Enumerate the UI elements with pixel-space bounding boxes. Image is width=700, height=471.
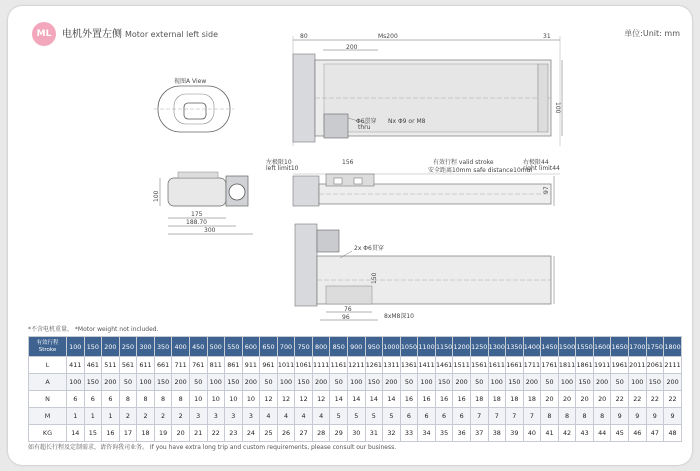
table-cell: 1061 [295,357,313,374]
table-cell: 24 [242,425,260,442]
table-cell: 20 [172,425,190,442]
table-cell: 12 [260,391,278,408]
table-cell: 37 [470,425,488,442]
table-cell: 1011 [277,357,295,374]
row-label: M [29,408,67,425]
table-cell: 8 [576,408,594,425]
stroke-label: 有效行程 valid stroke [433,159,494,166]
stroke-col-header: 1250 [470,337,488,357]
table-cell: 14 [67,425,85,442]
stroke-col-header: 850 [330,337,348,357]
table-cell: 22 [611,391,629,408]
table-cell: 9 [629,408,647,425]
top-view [293,33,562,146]
stroke-col-header: 250 [119,337,137,357]
table-cell: 100 [207,374,225,391]
table-cell: 100 [67,374,85,391]
table-cell: 1761 [541,357,559,374]
stroke-col-header: 1650 [611,337,629,357]
table-cell: 50 [189,374,207,391]
footer-note: 如有超长行程及定制需求，请咨询我司业务。 If you have extra long trip and custom requirements, please consult our business. [28,444,397,451]
table-cell: 18 [137,425,155,442]
table-cell: 22 [664,391,682,408]
table-cell: 30 [348,425,366,442]
table-cell: 27 [295,425,313,442]
table-cell: 1561 [470,357,488,374]
table-cell: 761 [189,357,207,374]
stroke-header-label: 有效行程 Stroke [29,337,67,357]
table-cell: 1811 [558,357,576,374]
table-cell: 2061 [646,357,664,374]
table-cell: 10 [242,391,260,408]
table-cell: 33 [400,425,418,442]
table-cell: 50 [400,374,418,391]
table-cell: 150 [225,374,243,391]
table-cell: 20 [576,391,594,408]
table-cell: 7 [488,408,506,425]
stroke-col-header: 800 [312,337,330,357]
table-cell: 1311 [383,357,401,374]
table-cell: 100 [488,374,506,391]
table-cell: 100 [137,374,155,391]
spec-sheet-page [8,6,692,465]
table-cell: 711 [172,357,190,374]
spec-row-kg [29,425,682,442]
table-cell: 2 [119,408,137,425]
stroke-col-header: 1100 [418,337,436,357]
table-cell: 50 [541,374,559,391]
table-cell: 150 [576,374,594,391]
table-cell: 1 [102,408,120,425]
stroke-col-header: 900 [348,337,366,357]
view-a-detail [154,77,234,132]
stroke-col-header: 1600 [593,337,611,357]
table-cell: 16 [435,391,453,408]
table-cell: 7 [470,408,488,425]
table-cell: 6 [453,408,471,425]
table-cell: 1 [84,408,102,425]
stroke-col-header: 300 [137,337,155,357]
stroke-col-header: 1200 [453,337,471,357]
table-cell: 47 [646,425,664,442]
table-cell: 200 [593,374,611,391]
table-cell: 461 [84,357,102,374]
units-label: 单位:Unit: mm [624,29,680,38]
table-cell: 411 [67,357,85,374]
dim-200: 200 [346,44,358,51]
stroke-col-header: 1300 [488,337,506,357]
stroke-col-header: 1750 [646,337,664,357]
left-limit: 左极限10 [266,159,292,166]
spec-row-a [29,374,682,391]
stroke-col-header: 750 [295,337,313,357]
table-cell: 36 [453,425,471,442]
table-cell: 811 [207,357,225,374]
table-cell: 7 [523,408,541,425]
table-cell: 50 [119,374,137,391]
table-cell: 45 [611,425,629,442]
table-cell: 200 [102,374,120,391]
table-cell: 17 [119,425,137,442]
table-cell: 8 [172,391,190,408]
table-cell: 4 [277,408,295,425]
table-cell: 12 [295,391,313,408]
right-limit: 右极限44 [523,159,549,166]
table-cell: 31 [365,425,383,442]
stroke-col-header: 500 [207,337,225,357]
dim-188: 188.70 [186,219,207,226]
table-cell: 8 [558,408,576,425]
table-cell: 44 [593,425,611,442]
stroke-col-header: 1350 [506,337,524,357]
table-cell: 200 [664,374,682,391]
table-cell: 23 [225,425,243,442]
table-cell: 46 [629,425,647,442]
stroke-col-header: 150 [84,337,102,357]
table-cell: 6 [400,408,418,425]
title-cn: 电机外置左侧 [62,29,122,40]
table-cell: 2111 [664,357,682,374]
title-en: Motor external left side [125,30,219,39]
table-cell: 100 [558,374,576,391]
table-cell: 41 [541,425,559,442]
table-cell: 200 [453,374,471,391]
table-cell: 20 [558,391,576,408]
bottom-screw-label: 8xM8深10 [384,313,414,320]
table-cell: 10 [207,391,225,408]
table-cell: 200 [383,374,401,391]
table-cell: 1411 [418,357,436,374]
table-cell: 1861 [576,357,594,374]
stroke-col-header: 1000 [383,337,401,357]
table-cell: 4 [295,408,313,425]
screw-label-top: Nx Φ9 or M8 [388,118,426,125]
table-cell: 1261 [365,357,383,374]
table-cell: 1 [67,408,85,425]
table-cell: 15 [84,425,102,442]
table-cell: 150 [506,374,524,391]
table-cell: 1911 [593,357,611,374]
table-cell: 611 [137,357,155,374]
table-cell: 200 [172,374,190,391]
table-cell: 561 [119,357,137,374]
table-cell: 3 [225,408,243,425]
table-cell: 100 [277,374,295,391]
table-cell: 1611 [488,357,506,374]
table-cell: 50 [330,374,348,391]
table-cell: 3 [207,408,225,425]
table-cell: 150 [154,374,172,391]
table-cell: 8 [119,391,137,408]
table-cell: 39 [506,425,524,442]
table-cell: 50 [470,374,488,391]
table-cell: 200 [523,374,541,391]
hole-label: Φ6贯穿 [356,118,377,125]
table-cell: 16 [453,391,471,408]
table-cell: 1711 [523,357,541,374]
stroke-col-header: 1500 [558,337,576,357]
table-cell: 3 [189,408,207,425]
table-cell: 18 [506,391,524,408]
table-cell: 2011 [629,357,647,374]
row-label: N [29,391,67,408]
table-cell: 5 [348,408,366,425]
table-cell: 14 [348,391,366,408]
side-view [266,158,560,206]
table-cell: 1111 [312,357,330,374]
table-cell: 43 [576,425,594,442]
row-label: L [29,357,67,374]
table-cell: 4 [260,408,278,425]
table-cell: 29 [330,425,348,442]
table-cell: 200 [312,374,330,391]
table-cell: 5 [330,408,348,425]
spec-table [28,336,682,442]
table-cell: 9 [664,408,682,425]
stroke-col-header: 400 [172,337,190,357]
table-cell: 3 [242,408,260,425]
table-cell: 8 [137,391,155,408]
dim-96: 96 [342,314,350,321]
table-cell: 12 [312,391,330,408]
table-cell: 6 [102,391,120,408]
table-cell: 2 [137,408,155,425]
table-cell: 1511 [453,357,471,374]
technical-drawing [8,6,692,326]
table-cell: 150 [84,374,102,391]
stroke-col-header: 1450 [541,337,559,357]
table-cell: 1161 [330,357,348,374]
table-cell: 32 [383,425,401,442]
table-cell: 1211 [348,357,366,374]
dim-100-top: 100 [554,102,561,114]
dim-97: 97 [543,186,550,194]
table-cell: 22 [629,391,647,408]
table-cell: 9 [646,408,664,425]
table-cell: 2 [172,408,190,425]
table-cell: 961 [260,357,278,374]
table-cell: 150 [646,374,664,391]
stroke-col-header: 100 [67,337,85,357]
table-cell: 16 [102,425,120,442]
dim-total: Ms200 [378,33,398,40]
row-label: A [29,374,67,391]
table-cell: 18 [488,391,506,408]
table-cell: 18 [470,391,488,408]
table-cell: 6 [418,408,436,425]
table-cell: 10 [189,391,207,408]
table-cell: 40 [523,425,541,442]
table-cell: 150 [435,374,453,391]
right-limit-en: right limit44 [523,165,560,172]
bottom-view [295,224,554,321]
stroke-col-header: 1400 [523,337,541,357]
table-cell: 34 [418,425,436,442]
end-view [153,172,253,234]
table-cell: 511 [102,357,120,374]
table-cell: 19 [154,425,172,442]
table-cell: 100 [629,374,647,391]
spec-row-m [29,408,682,425]
table-cell: 6 [435,408,453,425]
table-cell: 100 [418,374,436,391]
dim-156: 156 [342,159,354,166]
table-cell: 28 [312,425,330,442]
table-cell: 8 [593,408,611,425]
stroke-col-header: 950 [365,337,383,357]
dim-150: 150 [371,272,378,284]
table-cell: 9 [611,408,629,425]
table-cell: 22 [646,391,664,408]
table-cell: 1461 [435,357,453,374]
dim-80: 80 [300,33,308,40]
table-cell: 6 [67,391,85,408]
table-cell: 5 [365,408,383,425]
table-cell: 26 [277,425,295,442]
hole-sub: thru [358,124,371,131]
dim-76: 76 [344,306,352,313]
bottom-hole-label: 2x Φ6贯穿 [354,245,384,252]
stroke-col-header: 1550 [576,337,594,357]
table-cell: 10 [225,391,243,408]
table-cell: 50 [260,374,278,391]
table-cell: 20 [593,391,611,408]
table-cell: 100 [348,374,366,391]
stroke-col-header: 650 [260,337,278,357]
stroke-col-header: 1050 [400,337,418,357]
spec-row-l [29,357,682,374]
weight-note: *不含电机重量。 *Motor weight not included. [28,326,159,333]
table-cell: 150 [365,374,383,391]
table-cell: 35 [435,425,453,442]
view-a-label: 视图A View [174,78,207,85]
spec-table-body [29,357,682,442]
table-cell: 661 [154,357,172,374]
table-cell: 20 [541,391,559,408]
dim-300: 300 [204,227,216,234]
table-cell: 42 [558,425,576,442]
table-cell: 14 [383,391,401,408]
spec-row-n [29,391,682,408]
table-cell: 21 [189,425,207,442]
table-cell: 1361 [400,357,418,374]
dim-100-end: 100 [153,190,160,202]
stroke-col-header: 350 [154,337,172,357]
table-cell: 7 [506,408,524,425]
table-cell: 1961 [611,357,629,374]
stroke-col-header: 700 [277,337,295,357]
left-limit-en: left limit10 [266,165,299,172]
table-cell: 14 [330,391,348,408]
dim-31: 31 [543,33,551,40]
table-cell: 1661 [506,357,524,374]
table-cell: 18 [523,391,541,408]
table-cell: 16 [418,391,436,408]
stroke-header-row [29,337,682,357]
row-label: KG [29,425,67,442]
table-cell: 8 [541,408,559,425]
table-cell: 16 [400,391,418,408]
safe-distance: 安全距离10mm safe distance10mm [428,167,533,174]
table-cell: 38 [488,425,506,442]
stroke-col-header: 450 [189,337,207,357]
table-cell: 50 [611,374,629,391]
table-cell: 5 [383,408,401,425]
table-cell: 4 [312,408,330,425]
stroke-col-header: 1150 [435,337,453,357]
model-badge: ML [32,22,56,46]
table-cell: 911 [242,357,260,374]
table-cell: 861 [225,357,243,374]
table-cell: 200 [242,374,260,391]
stroke-col-header: 200 [102,337,120,357]
table-cell: 8 [154,391,172,408]
dim-175: 175 [191,211,203,218]
stroke-col-header: 600 [242,337,260,357]
table-cell: 14 [365,391,383,408]
table-cell: 150 [295,374,313,391]
table-cell: 22 [207,425,225,442]
table-cell: 6 [84,391,102,408]
table-cell: 25 [260,425,278,442]
stroke-col-header: 1800 [664,337,682,357]
table-cell: 2 [154,408,172,425]
stroke-col-header: 550 [225,337,243,357]
table-cell: 12 [277,391,295,408]
table-cell: 48 [664,425,682,442]
stroke-col-header: 1700 [629,337,647,357]
